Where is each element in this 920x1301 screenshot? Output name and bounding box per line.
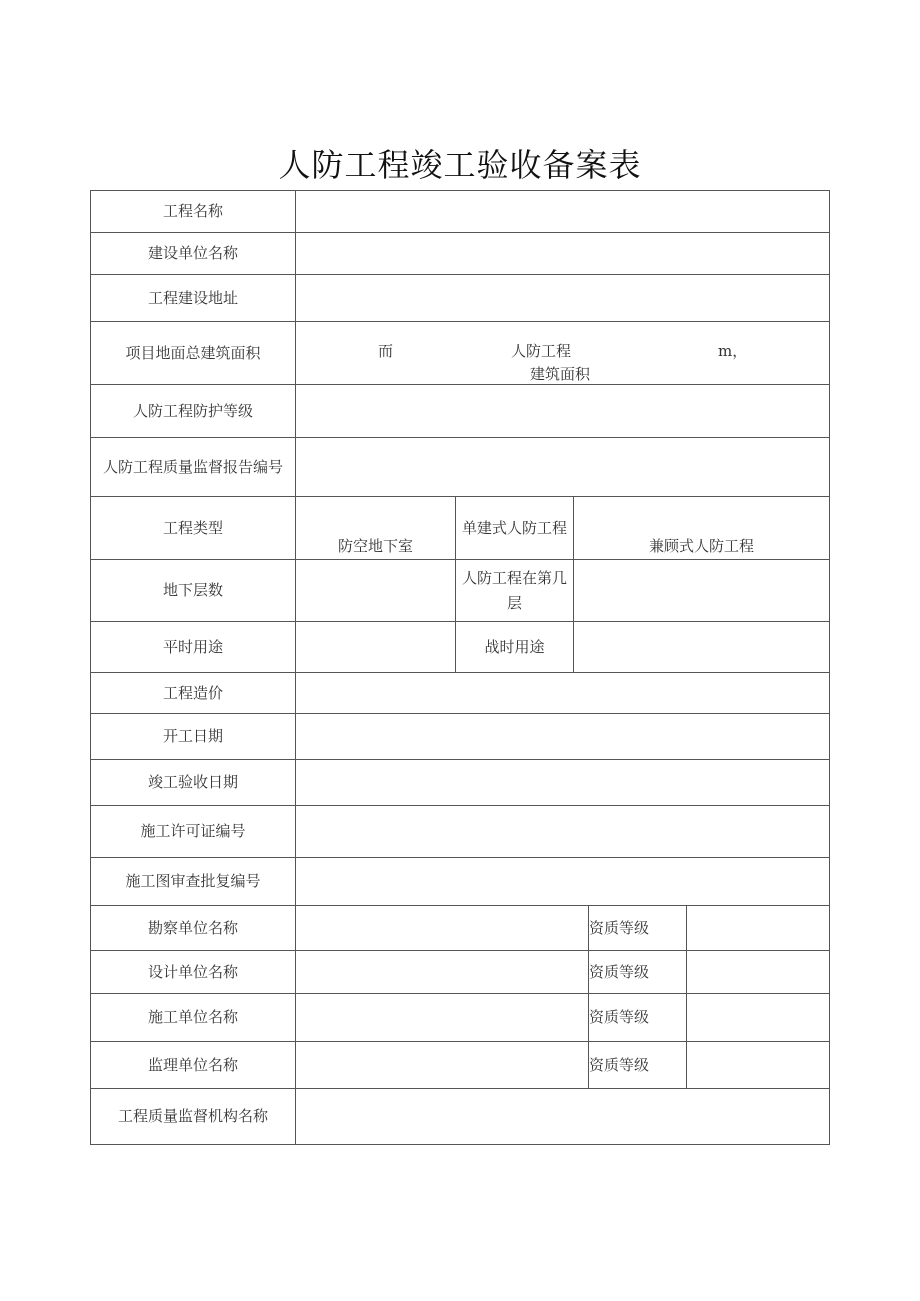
input-quality-report-no[interactable]: [295, 437, 830, 496]
label-acceptance-date: 竣工验收日期: [90, 759, 295, 805]
input-builder-name[interactable]: [295, 232, 830, 274]
input-drawing-review-no[interactable]: [295, 857, 830, 905]
input-wartime-use[interactable]: [573, 621, 830, 672]
option-type-basement[interactable]: 防空地下室: [295, 496, 455, 559]
label-build-address: 工程建设地址: [90, 274, 295, 321]
input-civil-floor[interactable]: [573, 559, 830, 621]
input-protection-level[interactable]: [295, 384, 830, 437]
civil-area-label-line1: 人防工程: [511, 342, 572, 360]
input-build-address[interactable]: [295, 274, 830, 321]
label-design-qualification: 资质等级: [588, 950, 686, 993]
label-total-area: 项目地面总建筑面积: [90, 321, 295, 384]
label-quality-agency: 工程质量监督机构名称: [90, 1088, 295, 1145]
input-permit-no[interactable]: [295, 805, 830, 857]
label-permit-no: 施工许可证编号: [90, 805, 295, 857]
input-underground-floors[interactable]: [295, 559, 455, 621]
input-project-name[interactable]: [295, 190, 830, 232]
input-survey-unit[interactable]: [295, 905, 588, 950]
input-area-group[interactable]: [295, 321, 830, 384]
input-supervision-unit[interactable]: [295, 1041, 588, 1088]
area-unit-2: m，: [718, 342, 748, 360]
label-project-cost: 工程造价: [90, 672, 295, 713]
civil-area-label-line2: 建筑面积: [530, 365, 591, 383]
label-design-unit: 设计单位名称: [90, 950, 295, 993]
label-project-name: 工程名称: [90, 190, 295, 232]
area-unit-1: 而: [378, 342, 394, 360]
label-project-type: 工程类型: [90, 496, 295, 559]
label-drawing-review-no: 施工图审查批复编号: [90, 857, 295, 905]
label-survey-unit: 勘察单位名称: [90, 905, 295, 950]
input-design-qualification[interactable]: [686, 950, 830, 993]
label-protection-level: 人防工程防护等级: [90, 384, 295, 437]
label-start-date: 开工日期: [90, 713, 295, 759]
filing-form-table: [90, 190, 830, 1145]
input-design-unit[interactable]: [295, 950, 588, 993]
option-type-combined[interactable]: 兼顾式人防工程: [573, 496, 830, 559]
input-project-cost[interactable]: [295, 672, 830, 713]
page-title: 人防工程竣工验收备案表: [278, 146, 642, 184]
input-construction-unit[interactable]: [295, 993, 588, 1041]
input-survey-qualification[interactable]: [686, 905, 830, 950]
label-construction-qualification: 资质等级: [588, 993, 686, 1041]
label-supervision-qualification: 资质等级: [588, 1041, 686, 1088]
label-civil-floor: 人防工程在第几层: [455, 559, 573, 621]
label-survey-qualification: 资质等级: [588, 905, 686, 950]
label-wartime-use: 战时用途: [455, 621, 573, 672]
input-quality-agency[interactable]: [295, 1088, 830, 1145]
input-peacetime-use[interactable]: [295, 621, 455, 672]
input-start-date[interactable]: [295, 713, 830, 759]
label-peacetime-use: 平时用途: [90, 621, 295, 672]
input-supervision-qualification[interactable]: [686, 1041, 830, 1088]
label-supervision-unit: 监理单位名称: [90, 1041, 295, 1088]
label-construction-unit: 施工单位名称: [90, 993, 295, 1041]
label-quality-report-no: 人防工程质量监督报告编号: [90, 437, 295, 496]
input-acceptance-date[interactable]: [295, 759, 830, 805]
input-construction-qualification[interactable]: [686, 993, 830, 1041]
option-type-standalone[interactable]: 单建式人防工程: [455, 496, 573, 559]
label-underground-floors: 地下层数: [90, 559, 295, 621]
label-builder-name: 建设单位名称: [90, 232, 295, 274]
